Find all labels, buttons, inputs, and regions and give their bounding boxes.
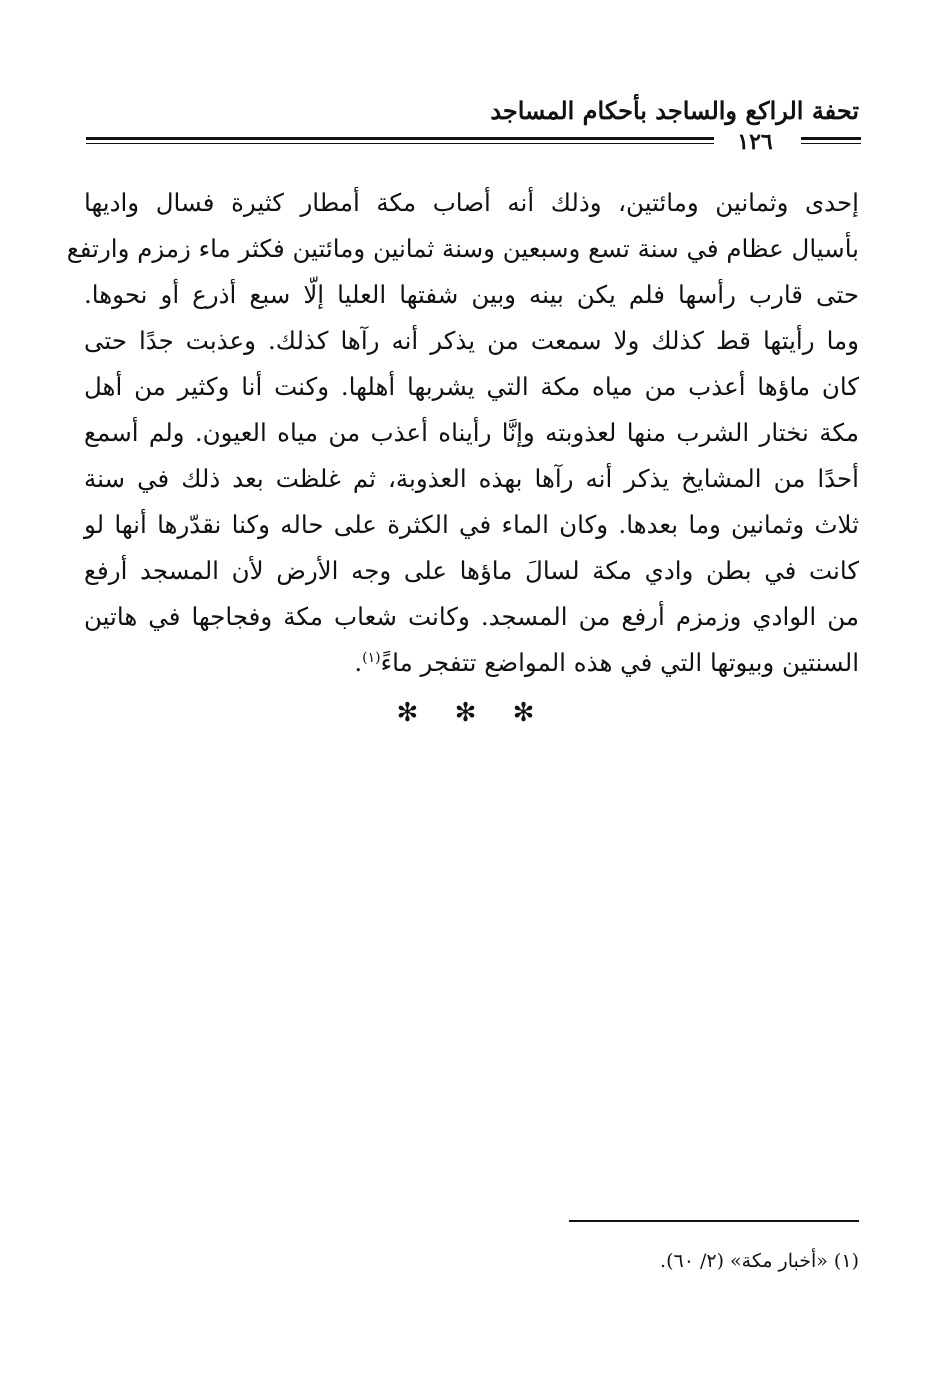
- text-line: مكة نختار الشرب منها لعذوبته وإنَّا رأيناه أعذب من مياه العيون. ولم أسمع: [84, 418, 859, 447]
- footnote-reference[interactable]: (١): [362, 649, 381, 666]
- footnote: (١) «أخبار مكة» (٢/ ٦٠).: [660, 1250, 859, 1272]
- running-title: تحفة الراكع والساجد بأحكام المساجد: [490, 96, 859, 125]
- page-number: ١٢٦: [737, 129, 773, 155]
- footnote-rule: [569, 1220, 859, 1222]
- section-separator: ✻ ✻ ✻: [396, 698, 549, 728]
- text-line: إحدى وثمانين ومائتين، وذلك أنه أصاب مكة أمطار كثيرة فسال واديها: [84, 188, 859, 217]
- text-line: حتى قارب رأسها فلم يكن بينه وبين شفتها العليا إلّا سبع أذرع أو نحوها.: [84, 280, 859, 309]
- header-rule-right: [801, 137, 861, 144]
- last-line-end: .: [354, 648, 363, 677]
- text-line: ثلاث وثمانين وما بعدها. وكان الماء في الكثرة على حاله وكنا نقدّرها أنها لو: [84, 510, 859, 539]
- text-line: كانت في بطن وادي مكة لسالَ ماؤها على وجه الأرض لأن المسجد أرفع: [84, 556, 859, 585]
- text-line: بأسيال عظام في سنة تسع وسبعين وسنة ثمانين ومائتين فكثر ماء زمزم وارتفع: [66, 234, 859, 263]
- text-line: أحدًا من المشايخ يذكر أنه رآها بهذه العذوبة، ثم غلظت بعد ذلك في سنة: [84, 464, 859, 493]
- text-line: كان ماؤها أعذب من مياه مكة التي يشربها أهلها. وكنت أنا وكثير من أهل: [84, 372, 859, 401]
- text-line-last: [84, 640, 859, 686]
- text-line: من الوادي وزمزم أرفع من المسجد. وكانت شعاب مكة وفجاجها في هاتين: [84, 602, 859, 631]
- text-line: وما رأيتها قط كذلك ولا سمعت من يذكر أنه رآها كذلك. وعذبت جدًا حتى: [84, 326, 859, 355]
- header-rule-left: [86, 137, 714, 144]
- last-line-text: السنتين وبيوتها التي في هذه المواضع تتفجر ماءً: [380, 648, 859, 677]
- body-text: [66, 180, 859, 686]
